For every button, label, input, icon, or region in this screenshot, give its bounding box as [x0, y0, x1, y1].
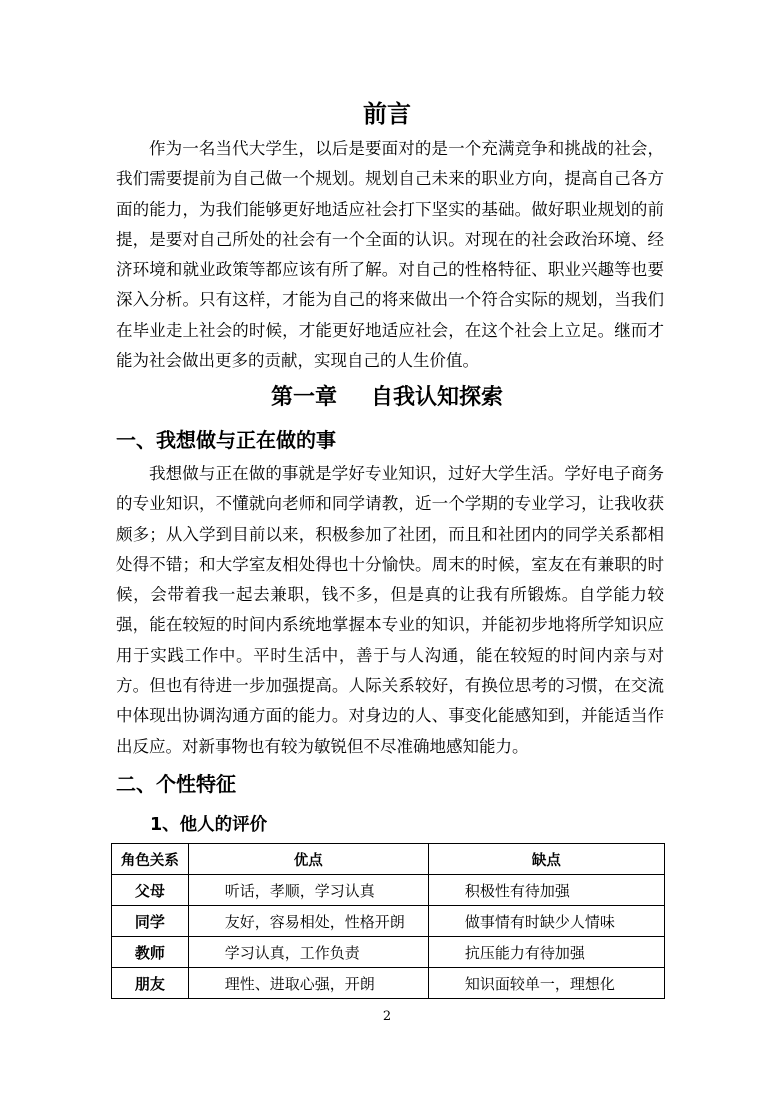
cell-weaknesses: 抗压能力有待加强 [428, 937, 664, 968]
header-weaknesses: 缺点 [428, 844, 664, 875]
chapter-number: 第一章 [270, 385, 337, 410]
chapter-name: 自我认知探索 [371, 385, 504, 410]
cell-strengths: 理性、进取心强，开朗 [188, 968, 428, 999]
cell-role: 同学 [112, 906, 189, 937]
section1-paragraph: 我想做与正在做的事就是学好专业知识，过好大学生活。学好电子商务的专业知识，不懂就向老师和同学请教，近一个学期的专业学习，让我收获颇多；从入学到目前以来，积极参加了社团，而且和社团内的同学关系都相处得不错；和大学室友相处得也十分愉快。周末的时候，室友在有兼职的时候，会带着我一起去兼职，钱不多，但是真的让我有所锻炼。自学能力较强，能在较短的时间内系统地掌握本专业的知识，并能初步地将所学知识应用于实践工作中。平时生活中，善于与人沟通，能在较短的时间内亲与对方。但也有待进一步加强提高。人际关系较好，有换位思考的习惯，在交流中体现出协调沟通方面的能力。对身边的人、事变化能感知到，并能适当作出反应。对新事物也有较为敏锐但不尽准确地感知能力。 [116, 464, 664, 756]
page-title: 前言 [363, 100, 411, 128]
table-header-row [112, 844, 665, 875]
header-role: 角色关系 [112, 844, 189, 875]
subsection-heading: 1、他人的评价 [150, 815, 268, 835]
page-number: 2 [382, 1009, 392, 1024]
section1-heading: 一、我想做与正在做的事 [116, 428, 336, 452]
cell-role: 朋友 [112, 968, 189, 999]
table-row [112, 906, 665, 937]
table-row [112, 968, 665, 999]
header-strengths: 优点 [188, 844, 428, 875]
table-row [112, 937, 665, 968]
chapter-heading [0, 380, 774, 416]
cell-role: 父母 [112, 875, 189, 906]
cell-strengths: 听话，孝顺，学习认真 [188, 875, 428, 906]
cell-strengths: 学习认真，工作负责 [188, 937, 428, 968]
evaluation-table [111, 843, 665, 999]
table-row [112, 875, 665, 906]
cell-weaknesses: 积极性有待加强 [428, 875, 664, 906]
cell-role: 教师 [112, 937, 189, 968]
cell-weaknesses: 做事情有时缺少人情味 [428, 906, 664, 937]
section2-heading: 二、个性特征 [116, 772, 236, 796]
preface-paragraph: 作为一名当代大学生，以后是要面对的是一个充满竞争和挑战的社会，我们需要提前为自己做一个规划。规划自己未来的职业方向，提高自己各方面的能力，为我们能够更好地适应社会打下坚实的基础。做好职业规划的前提，是要对自己所处的社会有一个全面的认识。对现在的社会政治环境、经济环境和就业政策等都应该有所了解。对自己的性格特征、职业兴趣等也要深入分析。只有这样，才能为自己的将来做出一个符合实际的规划，当我们在毕业走上社会的时候，才能更好地适应社会，在这个社会上立足。继而才能为社会做出更多的贡献，实现自己的人生价值。 [116, 139, 664, 371]
cell-weaknesses: 知识面较单一，理想化 [428, 968, 664, 999]
cell-strengths: 友好，容易相处，性格开朗 [188, 906, 428, 937]
